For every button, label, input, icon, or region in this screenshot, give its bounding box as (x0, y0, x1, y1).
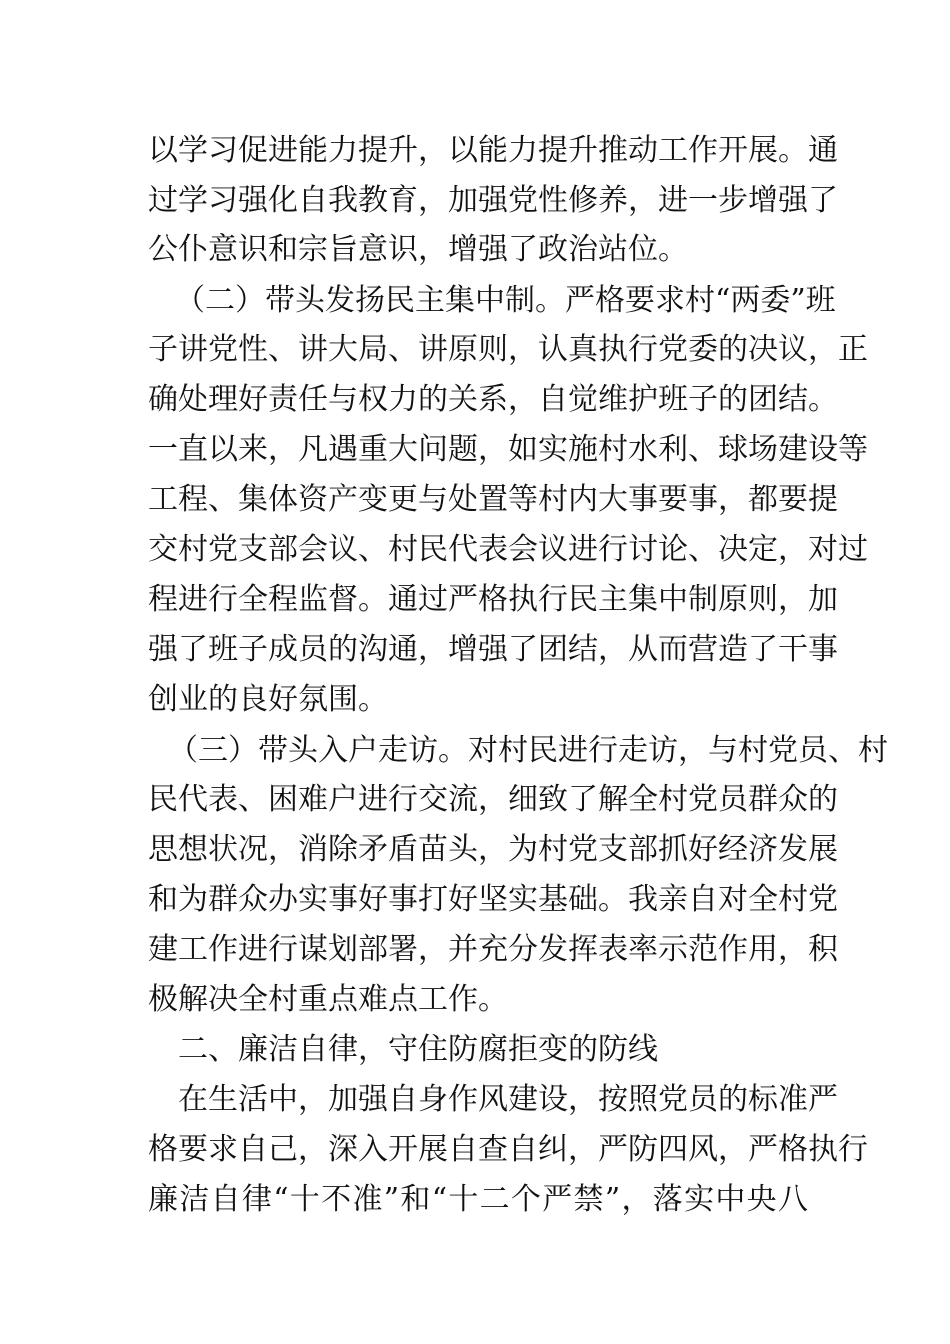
text-line: 公仆意识和宗旨意识，增强了政治站位。 (148, 232, 688, 267)
section-heading-line: （二）带头发扬民主集中制。严格要求村“两委”班 (175, 283, 836, 318)
text-line: 以学习促进能力提升，以能力提升推动工作开展。通 (148, 133, 838, 168)
text-line: 确处理好责任与权力的关系，自觉维护班子的团结。 (148, 382, 838, 417)
text-line: 强了班子成员的沟通，增强了团结，从而营造了干事 (148, 632, 838, 667)
text-line: 程进行全程监督。通过严格执行民主集中制原则，加 (148, 582, 838, 617)
section-title: 二、廉洁自律，守住防腐拒变的防线 (178, 1032, 658, 1067)
text-line: 建工作进行谋划部署，并充分发挥表率示范作用，积 (148, 932, 838, 967)
text-line: 思想状况，消除矛盾苗头，为村党支部抓好经济发展 (148, 832, 838, 867)
text-line: 民代表、困难户进行交流，细致了解全村党员群众的 (148, 782, 838, 817)
text-line: 廉洁自律“十不准”和“十二个严禁”，落实中央八 (148, 1182, 808, 1217)
text-line: 工程、集体资产变更与处置等村内大事要事，都要提 (148, 482, 838, 517)
text-line: 格要求自己，深入开展自查自纠，严防四风，严格执行 (148, 1132, 868, 1167)
text-line: 创业的良好氛围。 (148, 682, 388, 717)
text-line: 在生活中，加强自身作风建设，按照党员的标准严 (178, 1082, 838, 1117)
text-line: 一直以来，凡遇重大问题，如实施村水利、球场建设等 (148, 432, 868, 467)
text-line: 和为群众办实事好事打好坚实基础。我亲自对全村党 (148, 882, 838, 917)
section-heading-line: （三）带头入户走访。对村民进行走访，与村党员、村 (168, 733, 888, 768)
text-line: 子讲党性、讲大局、讲原则，认真执行党委的决议，正 (148, 332, 868, 367)
text-line: 交村党支部会议、村民代表会议进行讨论、决定，对过 (148, 532, 868, 567)
text-line: 极解决全村重点难点工作。 (148, 982, 508, 1017)
text-line: 过学习强化自我教育，加强党性修养，进一步增强了 (148, 183, 838, 218)
